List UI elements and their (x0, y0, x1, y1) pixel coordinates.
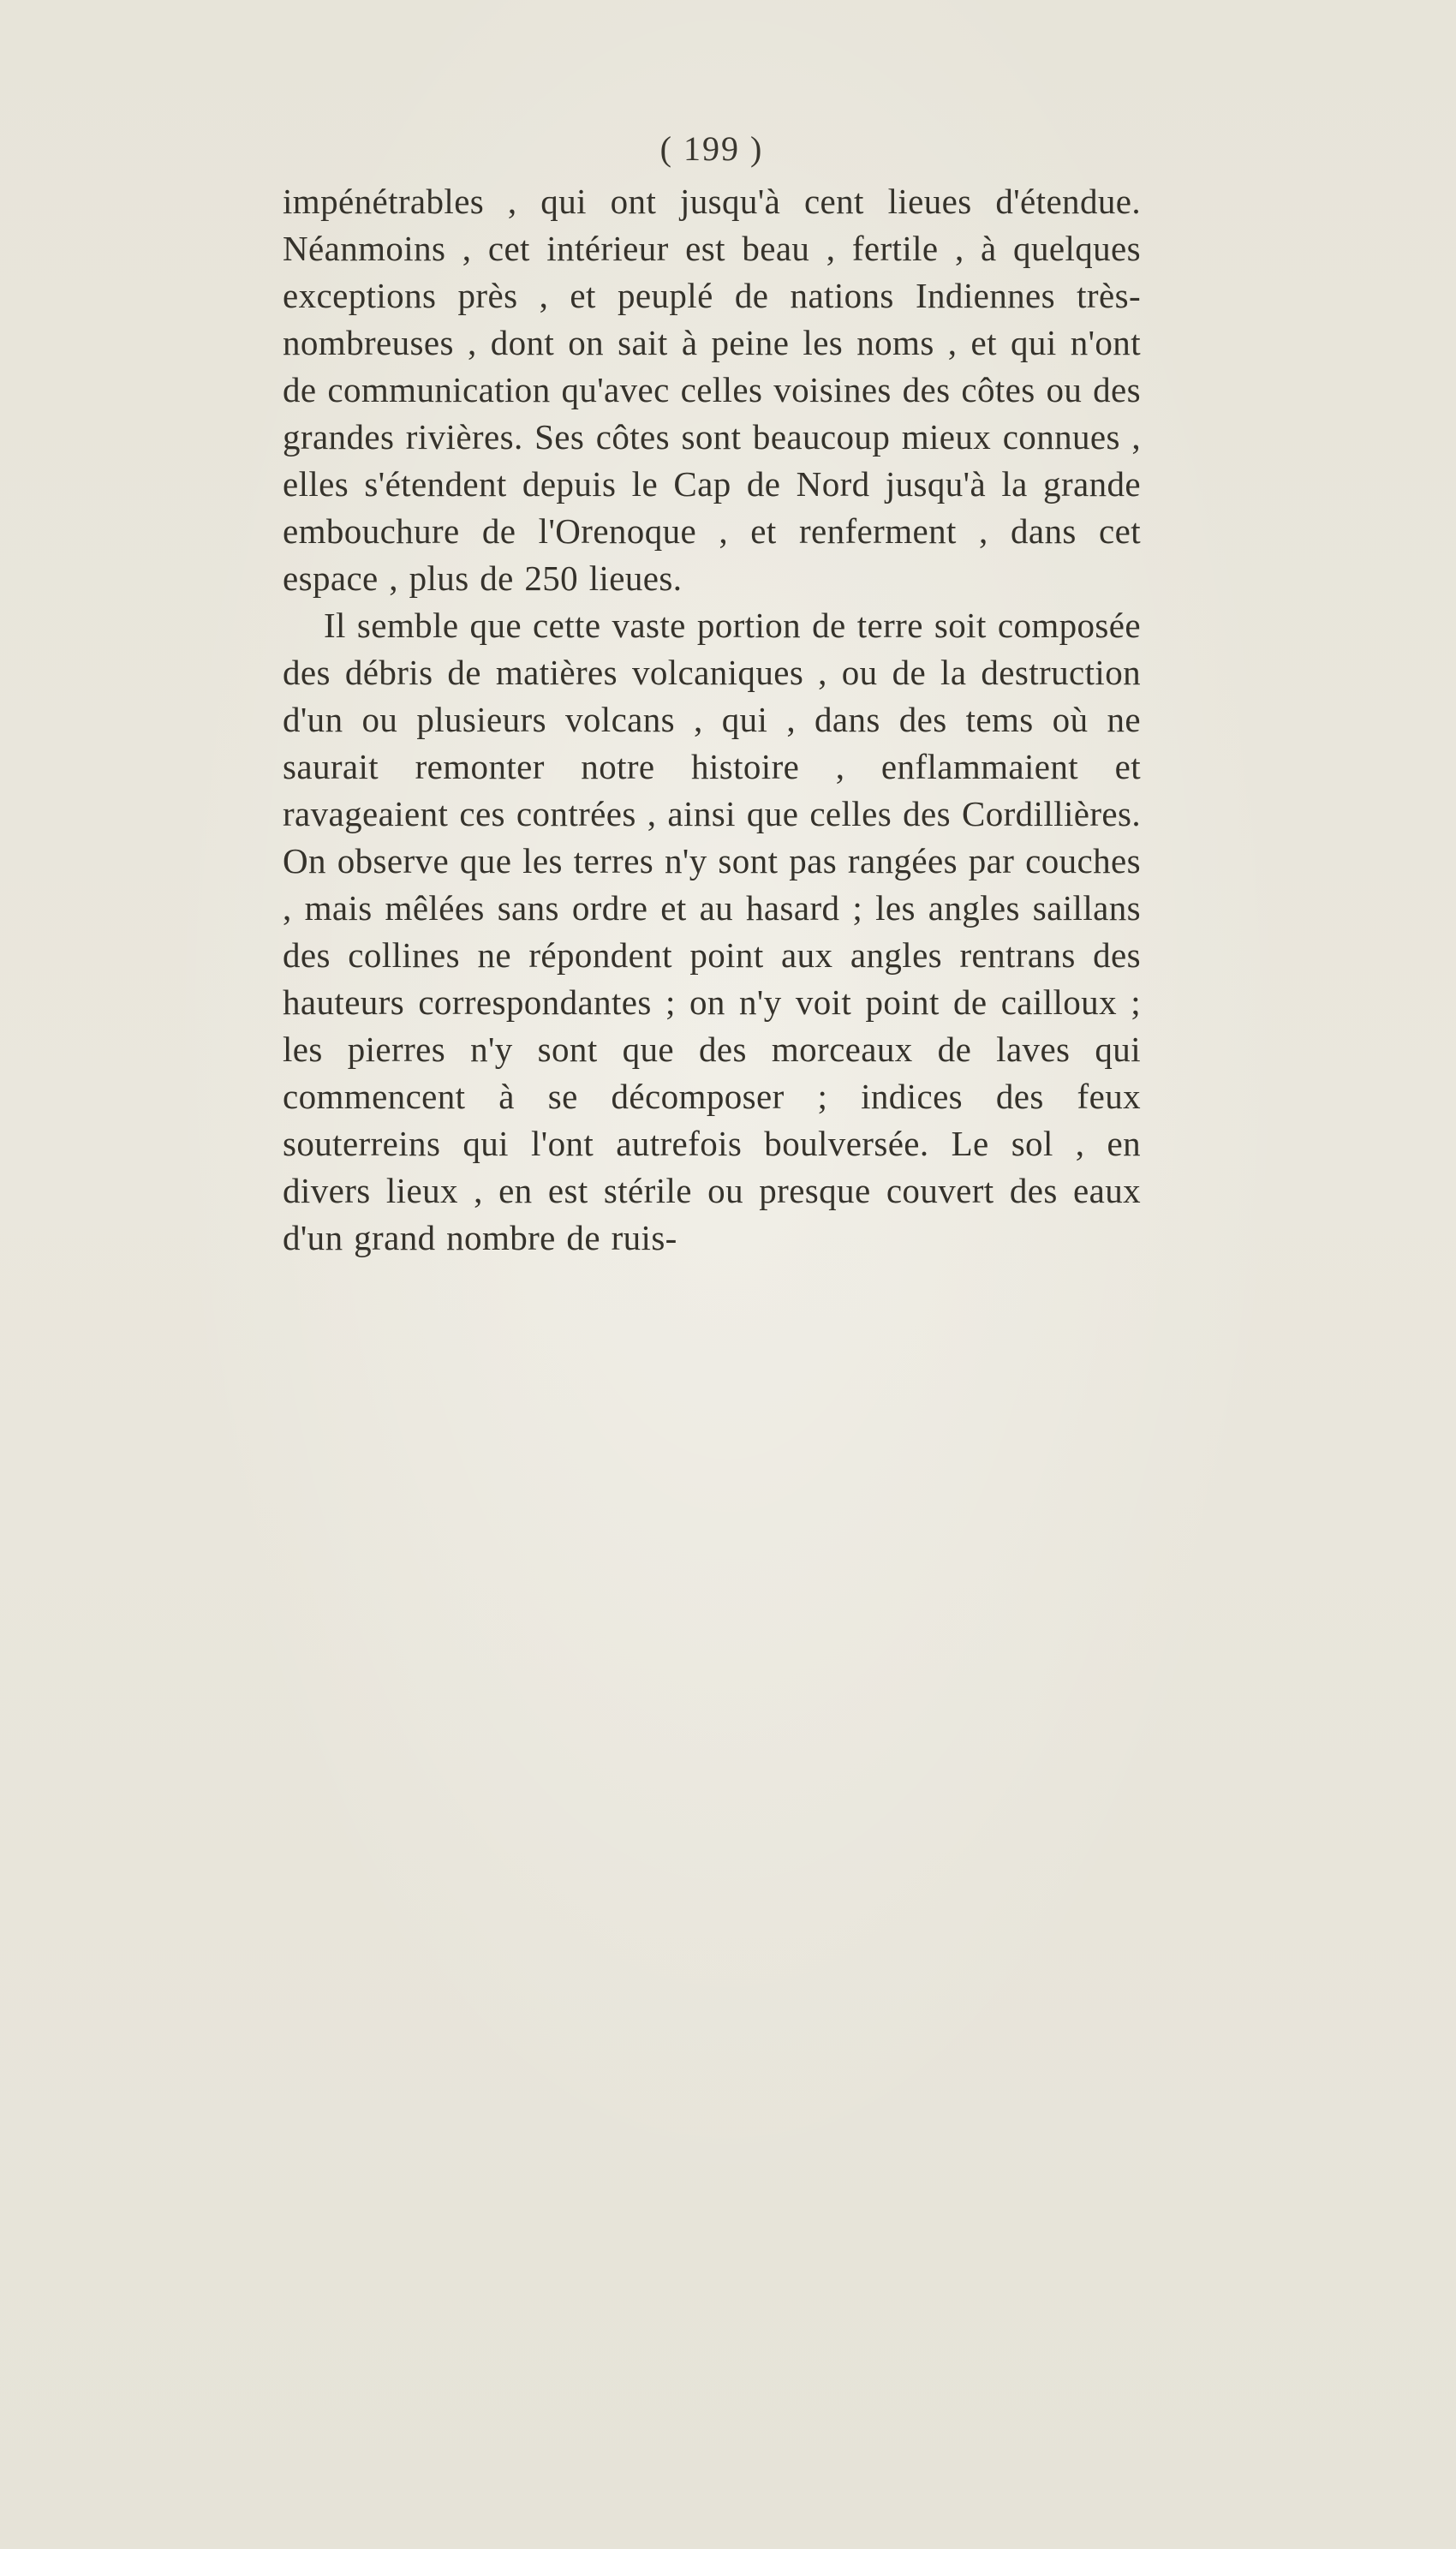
paragraph-2: Il semble que cette vaste portion de terre soit composée des débris de matières volcaniques , ou de la destruction d'un ou plusieurs volcans , qui , dans des tems où ne saurait remonter notre histoire , enflammaient et ravageaient ces contrées , ainsi que celles des Cordillières. On observe que les terres n'y sont pas rangées par couches , mais mêlées sans ordre et au hasard ; les angles saillans des collines ne répondent point aux angles rentrans des hauteurs correspondantes ; on n'y voit point de cailloux ; les pierres n'y sont que des morceaux de laves qui commencent à se décomposer ; indices des feux souterreins qui l'ont autrefois boulversée. Le sol , en divers lieux , en est stérile ou presque couvert des eaux d'un grand nombre de ruis- (283, 606, 1141, 1257)
page-number: ( 199 ) (659, 129, 764, 168)
paragraph-1: impénétrables , qui ont jusqu'à cent lieues d'étendue. Néanmoins , cet intérieur est beau , fertile , à quelques exceptions près , et peuplé de nations Indiennes très-nombreuses , dont on sait à peine les noms , et qui n'ont de communication qu'avec celles voisines des côtes ou des grandes rivières. Ses côtes sont beaucoup mieux connues , elles s'étendent depuis le Cap de Nord jusqu'à la grande embouchure de l'Orenoque , et renferment , dans cet espace , plus de 250 lieues. (283, 182, 1141, 598)
